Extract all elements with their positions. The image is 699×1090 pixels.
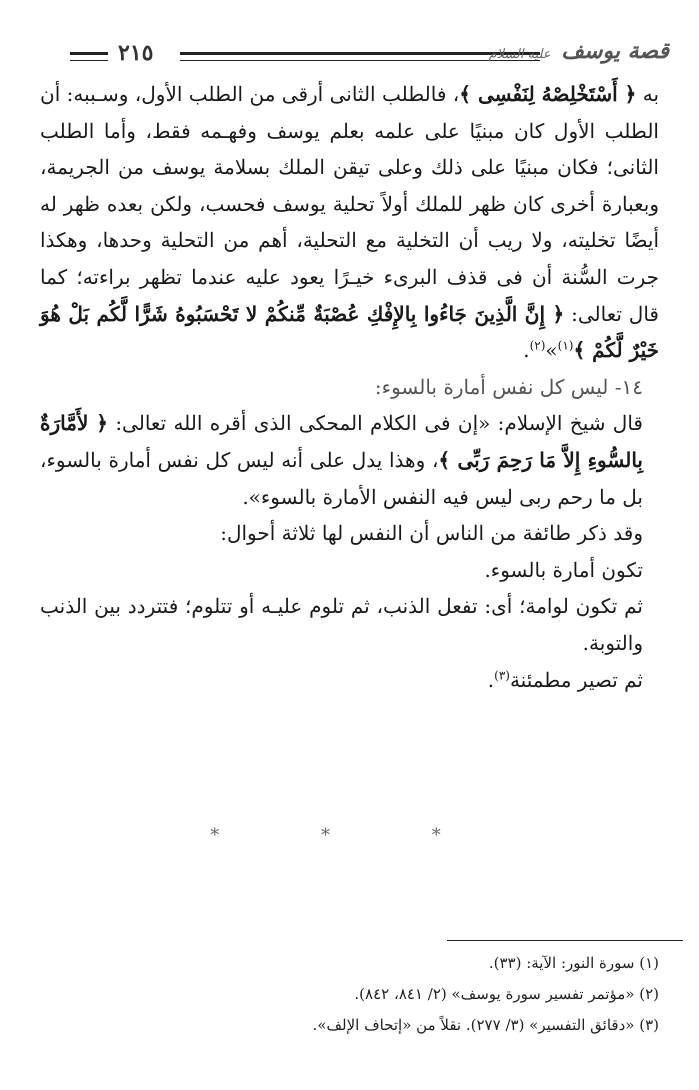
honorific: عليه السلام (488, 47, 551, 62)
paragraph-4: تكون أمارة بالسوء. (484, 557, 643, 582)
paragraph-1-end: . (523, 338, 530, 363)
header-rule-left (70, 52, 108, 61)
section-heading: ١٤- ليس كل نفس أمارة بالسوء: (374, 374, 643, 399)
paragraph-6-end: . (487, 667, 495, 692)
section-separator: * * * (210, 825, 489, 846)
page-header (70, 38, 669, 72)
quran-quote-1: ﴿ أَسْتَخْلِصْهُ لِنَفْسِى ﴾ (459, 82, 637, 106)
paragraph-1-text: ، فالطلب الثانى أرقى من الطلب الأول، وسـببه: أن الطلب الأول كان مبنيًا على علمه بعلم يوسف وفهـمه فقط، وأما الطلب الثانى؛ فكان مبنيًا على ذلك وعلى تيقن الملك بسلامة يوسف من الجريمة، وبعبارة أخرى كان ظهر للملك أولاً تحلية يوسف فحسب، ولكن بعده ظهر له أيضًا تخليته، ولا ريب أن التخلية مع التحلية، أهم من التحلية وحدها، وهكذا جرت السُّنة أن فى قذف البرىء خيـرًا يعود عليه عندما تظهر براءته؛ كما قال تعالى: (40, 82, 659, 326)
paragraph-6-text: ثم تصير مطمئنة (509, 667, 643, 692)
paragraph-6 (40, 662, 659, 699)
footnotes (40, 948, 659, 1041)
paragraph-2-start: قال شيخ الإسلام: «إن فى الكلام المحكى الذى أقره الله تعالى: (108, 411, 643, 436)
footnote-ref-3: (٣) (494, 667, 510, 682)
running-title (489, 38, 669, 64)
paragraph-2 (40, 405, 659, 515)
footnote-1: (١) سورة النور: الآية: (٣٣). (488, 954, 659, 972)
paragraph-3: وقد ذكر طائفة من الناس أن النفس لها ثلاثة أحوال: (220, 521, 643, 546)
paragraph-1-start: به (636, 82, 660, 106)
quote-close: » (545, 338, 558, 363)
paragraph-5: ثم تكون لوامة؛ أى: تفعل الذنب، ثم تلوم عليـه أو تتلوم؛ فتتردد بين الذنب والتوبة. (40, 594, 643, 655)
quran-quote-2: ﴿ إِنَّ الَّذِينَ جَاءُوا بِالإِفْكِ عُصْبَةٌ مِّنكُمْ لا تَحْسَبُوهُ شَرًّا لَّكُم بَلْ هُوَ خَيْرٌ لَّكُمْ ﴾ (40, 301, 659, 363)
running-title-text: قصة يوسف (561, 38, 669, 64)
footnote-divider (447, 940, 683, 941)
paragraph-2-text: ، وهذا يدل على أنه ليس كل نفس أمارة بالسوء، بل ما رحم ربى ليس فيه النفس الأمارة بالسوء». (40, 447, 643, 509)
footnote-ref-1: (١) (557, 338, 574, 353)
footnote-3: (٣) «دقائق التفسير» (٣/ ٢٧٧). نقلاً من «إتحاف الإلف». (312, 1016, 659, 1034)
quran-quote-3: ﴿ لأَمَّارَةٌ بِالسُّوءِ إِلاَّ مَا رَحِمَ رَبِّى ﴾ (40, 411, 643, 472)
footnote-ref-2: (٢) (529, 338, 546, 353)
page-number: ٢١٥ (118, 40, 154, 66)
main-text (40, 76, 659, 698)
footnote-2: (٢) «مؤتمر تفسير سورة يوسف» (٢/ ٨٤١، ٨٤٢). (354, 985, 659, 1003)
header-rule-middle (180, 52, 540, 61)
paragraph-1 (40, 76, 659, 369)
